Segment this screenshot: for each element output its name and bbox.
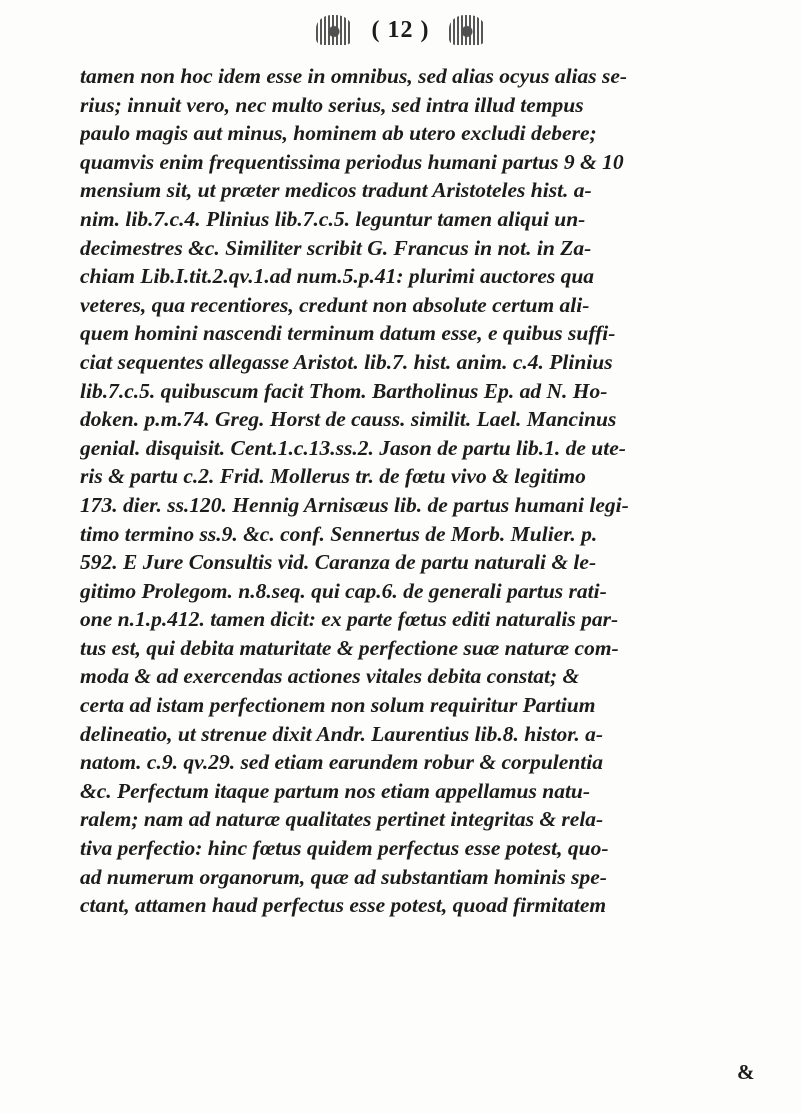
- text-line: lib.7.c.5. quibuscum facit Thom. Bartholinus Ep. ad N. Ho-: [80, 378, 608, 403]
- page-header: [0, 8, 801, 52]
- text-line: chiam Lib.I.tit.2.qv.1.ad num.5.p.41: plurimi auctores qua: [80, 264, 595, 289]
- text-line: tiva perfectio: hinc fœtus quidem perfectus esse potest, quo-: [80, 836, 609, 861]
- text-line: paulo magis aut minus, hominem ab utero excludi debere;: [80, 121, 597, 146]
- text-line: tamen non hoc idem esse in omnibus, sed alias ocyus alias se-: [80, 64, 628, 88]
- text-line: ctant, attamen haud perfectus esse potest, quoad firmitatem: [80, 893, 607, 918]
- ornament-left-icon: [316, 15, 352, 45]
- text-line: quem homini nascendi terminum datum esse, e quibus suffi-: [80, 321, 616, 346]
- text-line: quamvis enim frequentissima periodus humani partus 9 & 10: [80, 149, 624, 174]
- catchword: &: [737, 1060, 755, 1084]
- text-line: decimestres &c. Similiter scribit G. Francus in not. in Za-: [80, 235, 592, 260]
- text-line: genial. disquisit. Cent.1.c.13.ss.2. Jason de partu lib.1. de ute-: [80, 435, 626, 460]
- text-line: rius; innuit vero, nec multo serius, sed intra illud tempus: [80, 92, 584, 117]
- text-line: mensium sit, ut præter medicos tradunt Aristoteles hist. a-: [80, 178, 592, 203]
- page-number: ( 12 ): [371, 16, 430, 43]
- text-line: tus est, qui debita maturitate & perfectione suæ naturæ com-: [80, 635, 619, 660]
- text-line: 592. E Jure Consultis vid. Caranza de partu naturali & le-: [80, 550, 597, 575]
- text-line: veteres, qua recentiores, credunt non absolute certum ali-: [80, 292, 590, 317]
- text-line: moda & ad exercendas actiones vitales debita constat; &: [80, 664, 580, 689]
- text-line: one n.1.p.412. tamen dicit: ex parte fœtus editi naturalis par-: [80, 607, 619, 632]
- text-line: ad numerum organorum, quæ ad substantiam hominis spe-: [80, 864, 607, 889]
- text-line: delineatio, ut strenue dixit Andr. Laurentius lib.8. histor. a-: [80, 721, 604, 746]
- text-line: certa ad istam perfectionem non solum requiritur Partium: [80, 693, 596, 718]
- text-line: doken. p.m.74. Greg. Horst de causs. similit. Lael. Mancinus: [80, 407, 617, 432]
- text-line: natom. c.9. qv.29. sed etiam earundem robur & corpulentia: [80, 750, 603, 775]
- ornament-right-icon: [449, 15, 485, 45]
- text-line: ris & partu c.2. Frid. Mollerus tr. de fœtu vivo & legitimo: [80, 464, 586, 489]
- text-line: &c. Perfectum itaque partum nos etiam appellamus natu-: [80, 778, 591, 803]
- body-text: [80, 62, 770, 920]
- text-line: 173. dier. ss.120. Hennig Arnisæus lib. de partus humani legi-: [80, 492, 629, 517]
- text-line: ralem; nam ad naturæ qualitates pertinet integritas & rela-: [80, 807, 604, 832]
- text-line: gitimo Prolegom. n.8.seq. qui cap.6. de generali partus rati-: [80, 578, 607, 603]
- text-line: timo termino ss.9. &c. conf. Sennertus de Morb. Mulier. p.: [80, 521, 598, 546]
- text-line: ciat sequentes allegasse Aristot. lib.7. hist. anim. c.4. Plinius: [80, 349, 613, 374]
- text-line: nim. lib.7.c.4. Plinius lib.7.c.5. leguntur tamen aliqui un-: [80, 206, 586, 231]
